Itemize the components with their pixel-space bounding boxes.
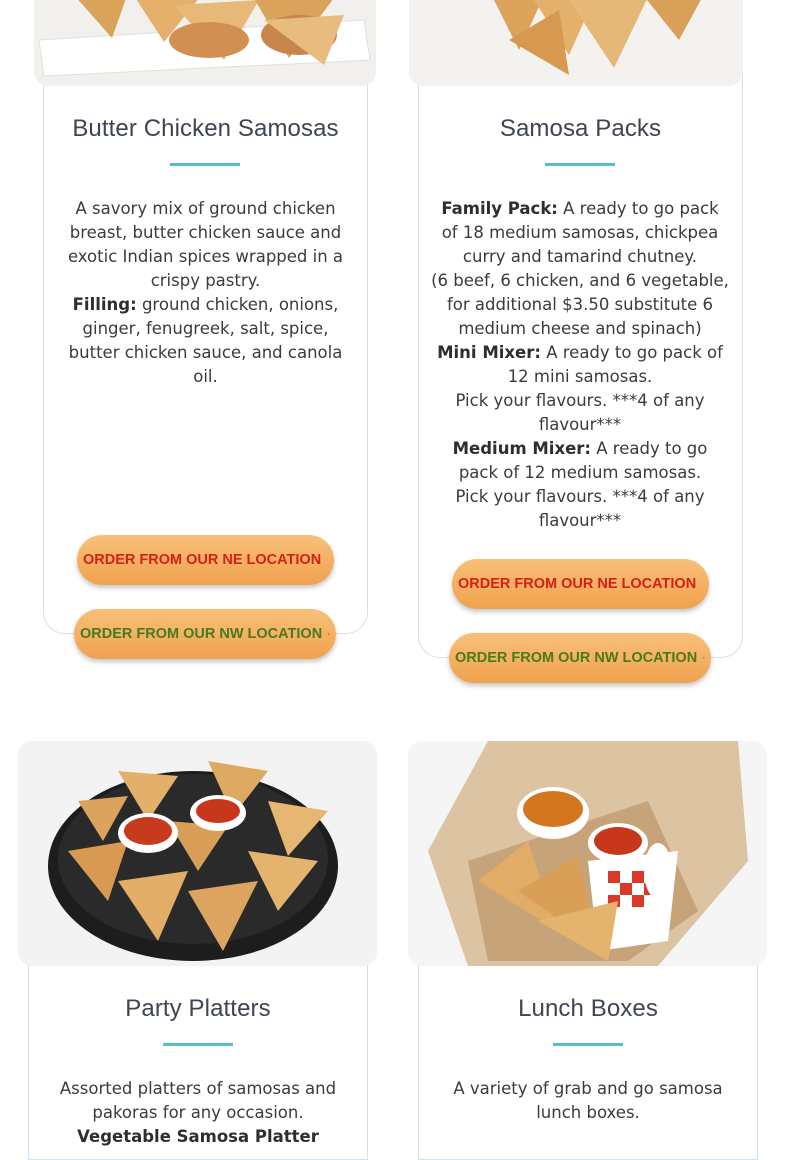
- title-divider: [553, 1043, 623, 1046]
- family-pack-label: Family Pack:: [441, 199, 558, 218]
- title-divider: [170, 163, 240, 166]
- description-text: A savory mix of ground chicken breast, butter chicken sauce and exotic Indian spices wrapped in a crispy pastry.: [67, 199, 344, 290]
- family-pack-text: A ready to go pack of 18 medium samosas, chickpea curry and tamarind chutney.: [441, 199, 719, 266]
- chevron-right-icon: [702, 577, 703, 591]
- chevron-right-icon: [328, 627, 330, 641]
- mini-mixer-label: Mini Mixer:: [437, 343, 541, 362]
- card-description: [438, 1077, 738, 1125]
- filling-label: Filling:: [72, 295, 137, 314]
- chevron-right-icon: [327, 553, 328, 567]
- order-nw-button[interactable]: [449, 633, 711, 683]
- order-ne-button[interactable]: [452, 559, 709, 609]
- card-description: [58, 1077, 338, 1149]
- chevron-right-icon: [703, 651, 705, 665]
- butter-chicken-samosa-photo: [34, 0, 376, 86]
- samosa-pack-photo: [409, 0, 743, 86]
- order-ne-label: ORDER FROM OUR NE LOCATION: [458, 576, 697, 592]
- card-title: Samosa Packs: [499, 115, 662, 142]
- vegetable-platter-label: Vegetable Samosa Platter: [77, 1127, 319, 1146]
- medium-mixer-text: A ready to go pack of 12 medium samosas.: [458, 439, 708, 482]
- family-pack-note: (6 beef, 6 chicken, and 6 vegetable, for additional $3.50 substitute 6 medium cheese and spinach): [431, 271, 729, 338]
- description-text: A variety of grab and go samosa lunch boxes.: [453, 1079, 723, 1122]
- card-description: [431, 197, 729, 533]
- mini-mixer-text: A ready to go pack of 12 mini samosas.: [507, 343, 723, 386]
- filling-text: ground chicken, onions, ginger, fenugreek, salt, spice, butter chicken sauce, and canola oil.: [68, 295, 343, 386]
- medium-mixer-label: Medium Mixer:: [452, 439, 592, 458]
- lunch-box-photo: [408, 741, 767, 966]
- party-platter-photo: [18, 741, 377, 966]
- order-nw-button[interactable]: [74, 609, 336, 659]
- order-nw-label: ORDER FROM OUR NW LOCATION: [455, 650, 698, 666]
- mini-mixer-note: Pick your flavours. ***4 of any flavour***: [455, 391, 705, 434]
- order-nw-label: ORDER FROM OUR NW LOCATION: [80, 626, 323, 642]
- card-title: Lunch Boxes: [518, 995, 658, 1022]
- card-title: Party Platters: [125, 995, 271, 1022]
- order-ne-label: ORDER FROM OUR NE LOCATION: [83, 552, 322, 568]
- order-ne-button[interactable]: [77, 535, 334, 585]
- card-description: [63, 197, 348, 389]
- medium-mixer-note: Pick your flavours. ***4 of any flavour***: [455, 487, 705, 530]
- card-title: Butter Chicken Samosas: [72, 115, 339, 142]
- description-text: Assorted platters of samosas and pakoras for any occasion.: [59, 1079, 337, 1122]
- title-divider: [163, 1043, 233, 1046]
- title-divider: [545, 163, 615, 166]
